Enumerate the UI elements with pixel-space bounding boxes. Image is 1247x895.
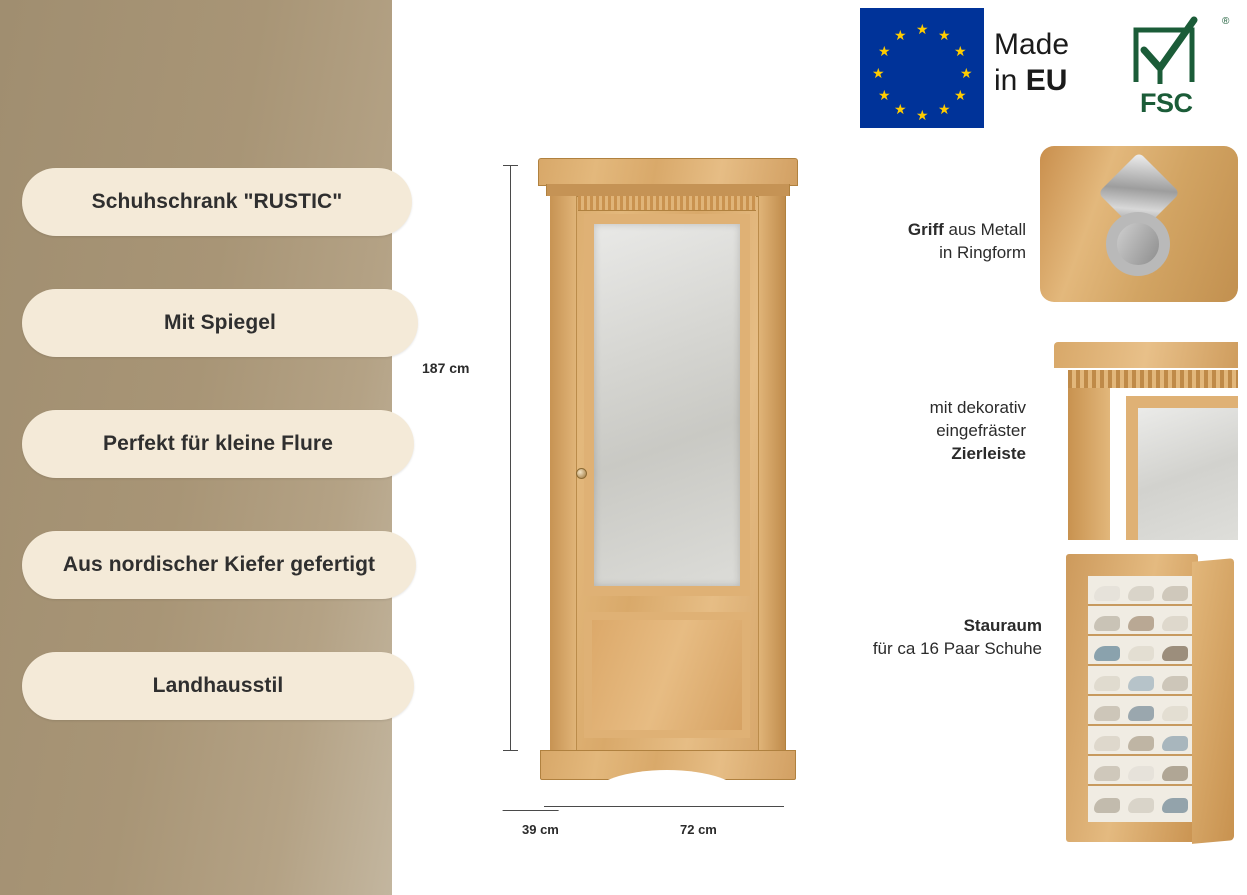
feature-label: Perfekt für kleine Flure (103, 432, 333, 455)
detail-caption-storage (852, 614, 1042, 660)
shoe-cabinet-illustration (532, 150, 802, 790)
storage-shelf (1088, 666, 1192, 696)
width-dimension-line (544, 806, 784, 807)
detail-image-handle (1040, 146, 1238, 302)
storage-shelf (1088, 576, 1192, 606)
detail-caption-moulding (852, 396, 1026, 465)
storage-shelf (1088, 756, 1192, 786)
feature-pill-1 (22, 168, 412, 236)
made-in-eu-label (994, 28, 1069, 98)
feature-pill-3 (22, 410, 414, 478)
storage-shelf (1088, 606, 1192, 636)
made-in-eu-line2-prefix: in (994, 64, 1026, 97)
feature-pill-2 (22, 289, 418, 357)
left-feature-panel (0, 0, 392, 895)
cabinet-knob-icon (576, 468, 587, 479)
detail-image-moulding (1040, 330, 1238, 540)
handle-ring-icon (1106, 212, 1170, 276)
detail-image-storage (1060, 548, 1240, 848)
storage-shelf (1088, 696, 1192, 726)
moulding-mirror-corner (1126, 396, 1238, 540)
feature-label: Schuhschrank "RUSTIC" (91, 190, 343, 213)
height-dimension-cap-bottom (503, 750, 518, 751)
feature-label: Aus nordischer Kiefer gefertigt (62, 553, 376, 576)
feature-list (22, 168, 414, 773)
detail-caption-handle-rest: aus Metall (943, 220, 1026, 239)
fsc-label: FSC (1140, 88, 1193, 118)
right-detail-column (852, 0, 1247, 895)
product-illustration-area (392, 0, 852, 895)
storage-cabinet-body (1066, 554, 1198, 842)
made-in-eu-line1: Made (994, 28, 1070, 61)
height-dimension-cap-top (503, 165, 518, 166)
cabinet-decorative-moulding (578, 196, 756, 211)
storage-shelf (1088, 636, 1192, 666)
cabinet-left-stile (550, 196, 577, 752)
depth-dimension-label: 39 cm (522, 822, 559, 837)
fsc-badge (1118, 14, 1236, 124)
cabinet-right-stile (758, 196, 785, 752)
fsc-registered-mark: ® (1222, 16, 1230, 27)
eu-flag-icon: ★ ★ ★ ★ ★ ★ ★ ★ ★ ★ ★ ★ (860, 8, 984, 128)
cabinet-mirror (584, 214, 750, 596)
storage-open-door (1192, 558, 1234, 844)
feature-pill-5 (22, 652, 414, 720)
moulding-stile (1068, 388, 1110, 540)
made-in-eu-line2 (994, 64, 1069, 98)
storage-shelf (1088, 726, 1192, 756)
moulding-fluted-strip (1068, 370, 1238, 388)
width-dimension-label: 72 cm (680, 822, 717, 837)
detail-caption-handle (852, 218, 1026, 264)
detail-caption-moulding-bold: Zierleiste (951, 444, 1026, 463)
cabinet-door-panel (584, 612, 750, 738)
detail-caption-moulding-line1: mit dekorativ (929, 398, 1026, 417)
detail-caption-handle-line2: in Ringform (939, 243, 1026, 262)
moulding-cornice (1054, 342, 1238, 368)
storage-interior (1088, 576, 1192, 822)
feature-pill-4 (22, 531, 416, 599)
height-dimension-line (510, 165, 511, 750)
detail-caption-storage-bold: Stauraum (963, 616, 1042, 635)
feature-label: Mit Spiegel (164, 311, 276, 334)
cabinet-cornice-underside (546, 184, 790, 196)
detail-caption-handle-bold: Griff (907, 220, 944, 239)
height-dimension-label: 187 cm (422, 360, 470, 376)
storage-shelf (1088, 786, 1192, 816)
detail-caption-storage-line2: für ca 16 Paar Schuhe (872, 639, 1042, 658)
feature-label: Landhausstil (152, 674, 284, 697)
made-in-eu-line2-bold: EU (1025, 64, 1068, 97)
detail-caption-moulding-line2: eingefräster (936, 421, 1026, 440)
cabinet-cornice (538, 158, 798, 186)
